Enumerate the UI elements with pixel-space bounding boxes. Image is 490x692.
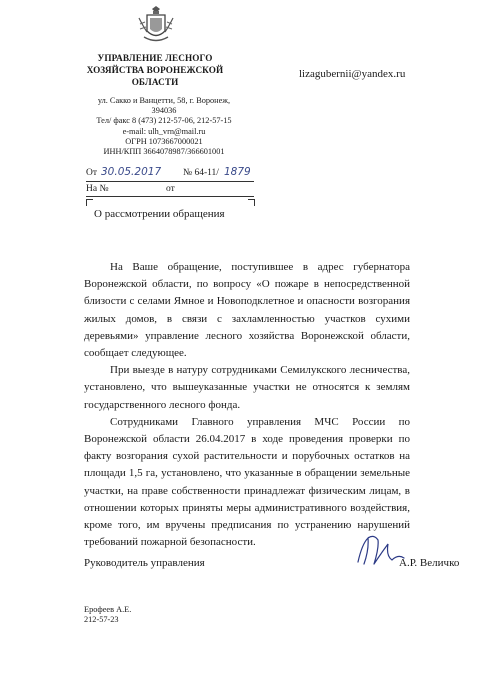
outgoing-registration <box>86 167 254 182</box>
incoming-reference <box>86 184 254 197</box>
org-line-3: ОБЛАСТИ <box>131 77 179 87</box>
ref-from-label: от <box>166 184 175 194</box>
organization-address <box>66 96 262 157</box>
executor-name: Ерофеев А.Е. <box>84 605 132 614</box>
number-label: № 64-11/ <box>183 168 219 178</box>
address-inn: ИНН/КПП 3664078987/366601001 <box>103 147 225 157</box>
letter-body <box>84 259 410 551</box>
executor-info <box>84 605 131 625</box>
organization-name <box>60 52 250 88</box>
address-ogrn: ОГРН 1073667000021 <box>125 136 203 146</box>
address-postcode: 394036 <box>151 106 177 116</box>
signatory-title: Руководитель управления <box>84 557 205 569</box>
recipient-email: lizagubernii@yandex.ru <box>299 68 406 80</box>
coat-of-arms-icon <box>137 6 175 46</box>
outgoing-date: 30.05.2017 <box>101 166 162 178</box>
org-line-2: ХОЗЯЙСТВА ВОРОНЕЖСКОЙ <box>86 65 224 75</box>
outgoing-number: 1879 <box>224 166 251 178</box>
body-paragraph: Сотрудниками Главного управления МЧС России по Воронежской области 26.04.2017 в ходе проведения проверки по факту возгорания сухой растительности и порубочных остатков на площади 1,5 га, установлено, что указанные в обращении земельные участки, на праве собственности принадлежат физическим лицам, в отношении которых приняты меры административного воздействия, кроме того, им вручены предписания по устранению нарушений требований пожарной безопасности. <box>84 415 410 549</box>
address-phone: Тел/ факс 8 (473) 212-57-06, 212-57-15 <box>96 116 232 126</box>
from-label: От <box>86 168 98 178</box>
letter-subject: О рассмотрении обращения <box>94 208 225 220</box>
ref-label: На № <box>86 184 109 194</box>
address-corner-right <box>248 199 255 206</box>
signatory-name: А.Р. Величко <box>399 557 460 569</box>
address-street: ул. Сакко и Ванцетти, 58, г. Воронеж, <box>97 96 231 105</box>
executor-phone: 212-57-23 <box>84 615 119 624</box>
body-paragraph: При выезде в натуру сотрудниками Семилукского лесничества, установлено, что вышеуказанные участки не относятся к землям государственного лесного фонда. <box>84 364 410 411</box>
org-line-1: УПРАВЛЕНИЕ ЛЕСНОГО <box>97 53 213 63</box>
address-corner-left <box>86 199 93 206</box>
address-email: e-mail: ulh_vrn@mail.ru <box>122 126 206 136</box>
body-paragraph: На Ваше обращение, поступившее в адрес губернатора Воронежской области, по вопросу «О пожаре в непосредственной близости с селами Ямное и Новоподклетное и опасности возгорания жилых домов, в связи с захламленностью участков сухими деревьями» управление лесного хозяйства Воронежской области, сообщает следующее. <box>84 261 410 360</box>
